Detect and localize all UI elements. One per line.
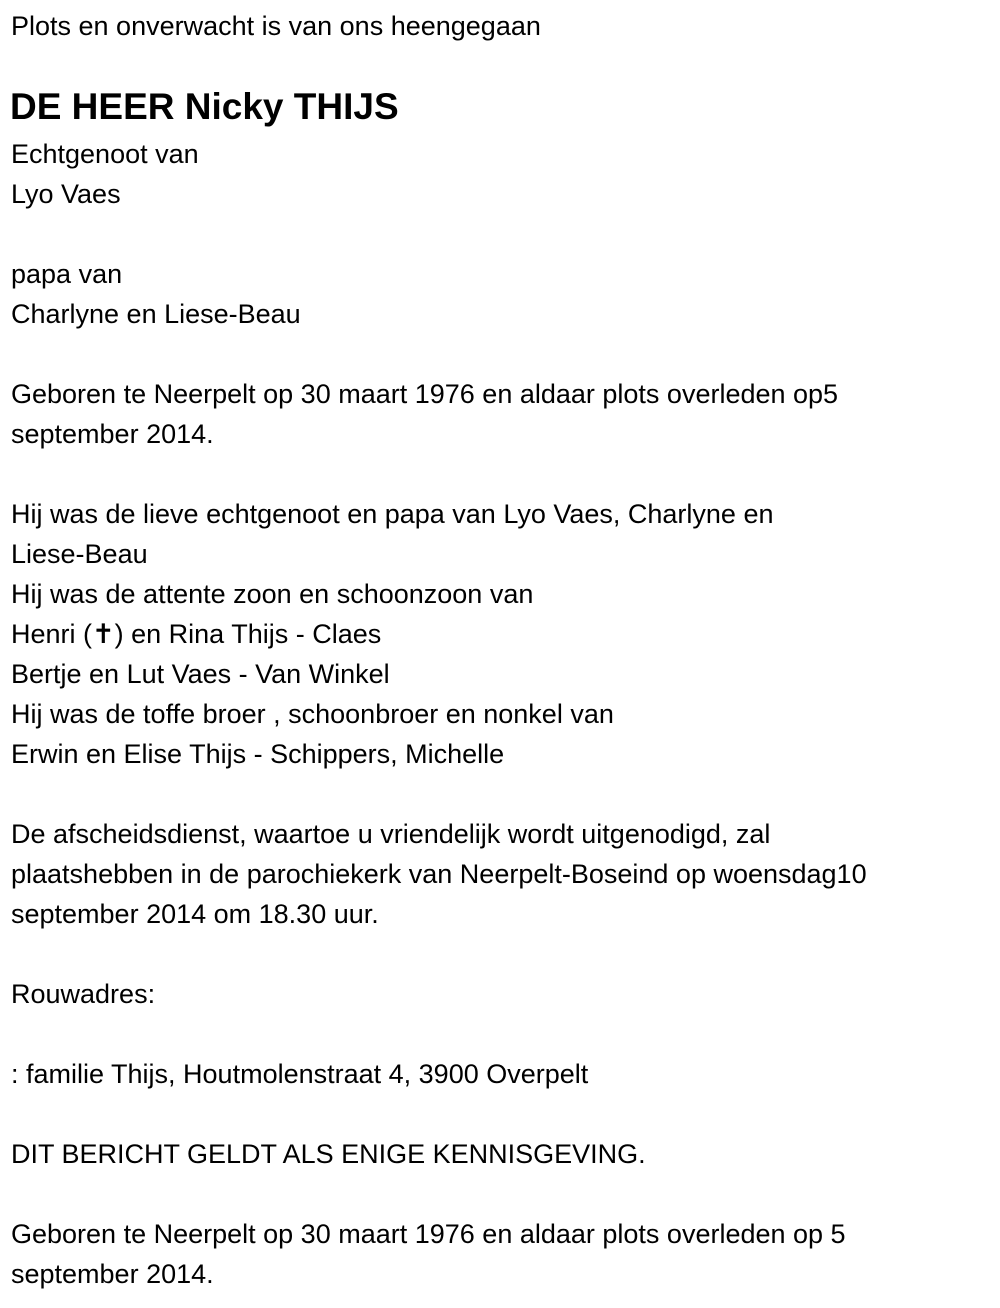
- blank-line: [11, 1094, 867, 1134]
- notice-line: Hij was de toffe broer , schoonbroer en nonkel van: [11, 699, 614, 729]
- blank-line: [11, 1174, 867, 1214]
- notice-line: Hij was de lieve echtgenoot en papa van Lyo Vaes, Charlyne en: [11, 499, 774, 529]
- notice-line: Erwin en Elise Thijs - Schippers, Michelle: [11, 739, 505, 769]
- notice-line: : familie Thijs, Houtmolenstraat 4, 3900 Overpelt: [11, 1059, 589, 1089]
- notice-body: [11, 134, 867, 1294]
- notice-line: Charlyne en Liese-Beau: [11, 299, 301, 329]
- notice-line: Rouwadres:: [11, 979, 156, 1009]
- notice-line: plaatshebben in de parochiekerk van Neerpelt-Boseind op woensdag10: [11, 859, 867, 889]
- notice-line: papa van: [11, 259, 123, 289]
- notice-line: september 2014.: [11, 1259, 214, 1289]
- blank-line: [11, 934, 867, 974]
- notice-line: Liese-Beau: [11, 539, 148, 569]
- deceased-name-title: DE HEER Nicky THIJS: [10, 86, 399, 127]
- blank-line: [11, 454, 867, 494]
- intro-text: Plots en onverwacht is van ons heengegaan: [11, 11, 541, 41]
- blank-line: [11, 1014, 867, 1054]
- blank-line: [11, 334, 867, 374]
- notice-line: Henri (✝) en Rina Thijs - Claes: [11, 619, 382, 649]
- notice-line: Echtgenoot van: [11, 139, 199, 169]
- notice-line: Geboren te Neerpelt op 30 maart 1976 en aldaar plots overleden op 5: [11, 1219, 846, 1249]
- notice-line: DIT BERICHT GELDT ALS ENIGE KENNISGEVING.: [11, 1139, 646, 1169]
- notice-line: Hij was de attente zoon en schoonzoon van: [11, 579, 534, 609]
- notice-line: De afscheidsdienst, waartoe u vriendelijk wordt uitgenodigd, zal: [11, 819, 771, 849]
- notice-line: Bertje en Lut Vaes - Van Winkel: [11, 659, 390, 689]
- notice-line: september 2014.: [11, 419, 214, 449]
- notice-line: Geboren te Neerpelt op 30 maart 1976 en aldaar plots overleden op5: [11, 379, 839, 409]
- blank-line: [11, 774, 867, 814]
- blank-line: [11, 214, 867, 254]
- notice-line: Lyo Vaes: [11, 179, 121, 209]
- notice-line: september 2014 om 18.30 uur.: [11, 899, 379, 929]
